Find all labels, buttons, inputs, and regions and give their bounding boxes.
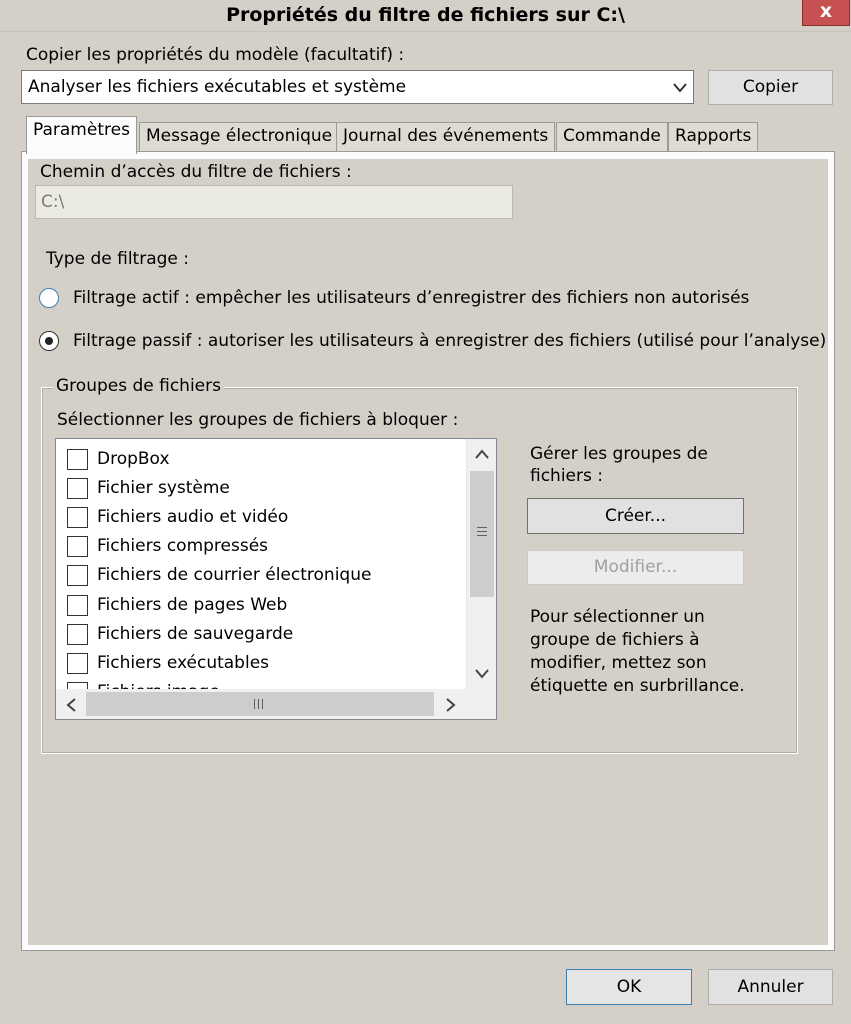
tab-commande[interactable]: Commande	[556, 122, 668, 152]
chevron-down-icon[interactable]	[473, 667, 491, 681]
checkbox[interactable]	[67, 653, 88, 674]
tab-rapports[interactable]: Rapports	[668, 122, 758, 152]
copy-button[interactable]: Copier	[708, 70, 833, 105]
ok-button[interactable]: OK	[566, 969, 692, 1005]
list-item[interactable]	[56, 647, 466, 676]
checkbox[interactable]	[67, 478, 88, 499]
tab-parametres[interactable]: Paramètres	[26, 116, 137, 154]
path-label: Chemin d’accès du filtre de fichiers :	[40, 162, 352, 182]
hint-text-line1: Pour sélectionner un	[530, 607, 705, 627]
checkbox[interactable]	[67, 507, 88, 528]
list-item-label: Fichier système	[97, 478, 230, 498]
list-item[interactable]	[56, 472, 466, 501]
path-field-value: C:\	[41, 192, 65, 212]
template-combobox[interactable]	[21, 70, 694, 104]
list-item-label: Fichiers de courrier électronique	[97, 565, 372, 585]
manage-groups-label-line1: Gérer les groupes de	[530, 444, 708, 464]
chevron-right-icon[interactable]	[444, 696, 458, 714]
horizontal-scroll-thumb[interactable]	[86, 692, 434, 716]
horizontal-scrollbar[interactable]	[56, 689, 466, 719]
title-bar	[0, 0, 851, 32]
chevron-up-icon[interactable]	[473, 447, 491, 461]
list-item-label: Fichiers de pages Web	[97, 595, 288, 615]
list-item[interactable]	[56, 501, 466, 530]
path-field	[35, 185, 513, 219]
file-groups-groupbox-label: Groupes de fichiers	[53, 376, 224, 396]
hint-text-line2: groupe de fichiers à	[530, 630, 700, 650]
checkbox[interactable]	[67, 449, 88, 470]
list-item-label: Fichiers audio et vidéo	[97, 507, 289, 527]
list-item[interactable]	[56, 443, 466, 472]
cancel-button[interactable]: Annuler	[708, 969, 833, 1005]
checkbox[interactable]	[67, 595, 88, 616]
active-filter-radio[interactable]	[39, 288, 59, 308]
checkbox[interactable]	[67, 624, 88, 645]
file-groups-listbox[interactable]	[55, 438, 497, 720]
list-item-label: Fichiers de sauvegarde	[97, 624, 294, 644]
passive-filter-label[interactable]: Filtrage passif : autoriser les utilisateurs à enregistrer des fichiers (utilisé pour l’analyse)	[73, 331, 827, 351]
checkbox[interactable]	[67, 536, 88, 557]
list-item-label: Fichiers compressés	[97, 536, 269, 556]
manage-groups-label-line2: fichiers :	[530, 466, 603, 486]
list-item[interactable]	[56, 559, 466, 588]
chevron-down-icon	[671, 76, 689, 98]
close-button[interactable]: x	[802, 0, 850, 26]
list-item-label: DropBox	[97, 449, 170, 469]
create-button[interactable]: Créer...	[527, 498, 744, 534]
scrollbar-corner	[466, 689, 496, 719]
active-filter-label[interactable]: Filtrage actif : empêcher les utilisateurs d’enregistrer des fichiers non autorisés	[73, 288, 750, 308]
hint-text-line4: étiquette en surbrillance.	[530, 676, 745, 696]
modify-button[interactable]: Modifier...	[527, 550, 744, 585]
hint-text-line3: modifier, mettez son	[530, 653, 707, 673]
template-combobox-value: Analyser les fichiers exécutables et système	[28, 77, 407, 97]
list-item[interactable]	[56, 618, 466, 647]
filter-type-label: Type de filtrage :	[46, 249, 189, 269]
vertical-scrollbar[interactable]	[466, 439, 496, 689]
select-groups-label: Sélectionner les groupes de fichiers à bloquer :	[57, 410, 459, 430]
tab-journal-evenements[interactable]: Journal des événements	[336, 122, 555, 152]
checkbox[interactable]	[67, 565, 88, 586]
vertical-scroll-thumb[interactable]	[470, 471, 494, 597]
list-item[interactable]	[56, 589, 466, 618]
chevron-left-icon[interactable]	[64, 696, 78, 714]
tab-message-electronique[interactable]: Message électronique	[139, 122, 339, 152]
passive-filter-radio[interactable]	[39, 331, 59, 351]
list-item-label: Fichiers exécutables	[97, 653, 270, 673]
template-label: Copier les propriétés du modèle (facultatif) :	[26, 45, 405, 65]
list-item[interactable]	[56, 530, 466, 559]
window-title: Propriétés du filtre de fichiers sur C:\	[226, 4, 625, 26]
